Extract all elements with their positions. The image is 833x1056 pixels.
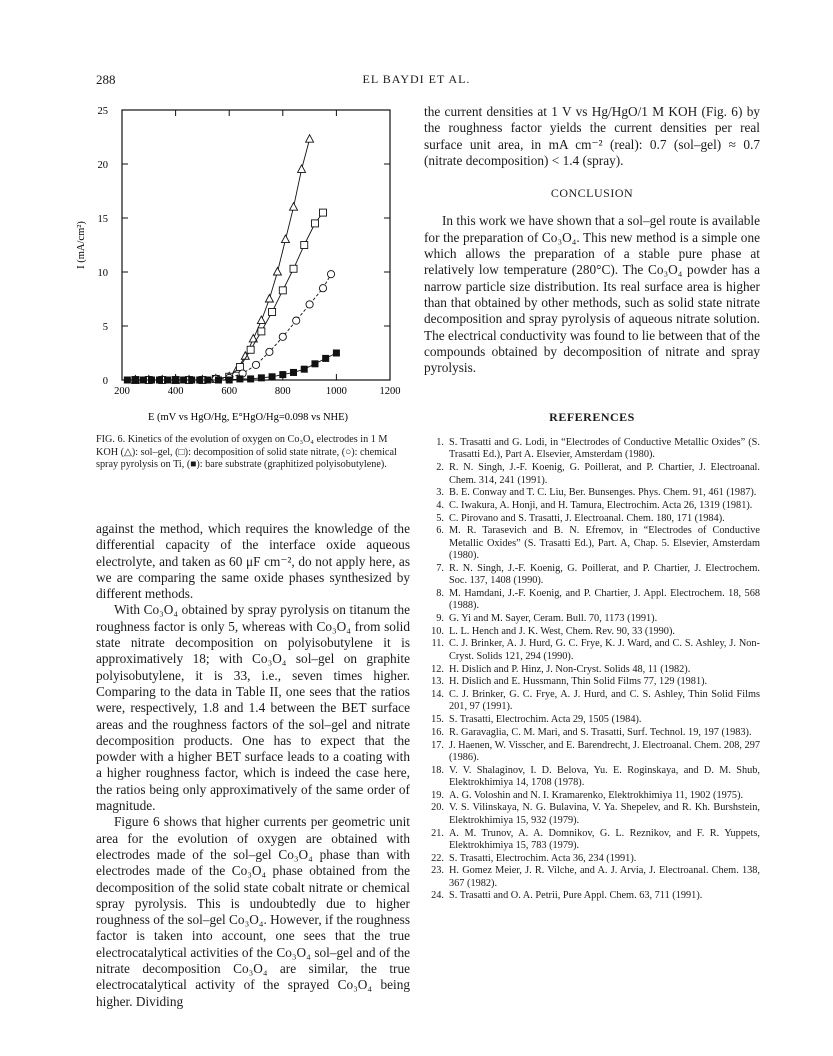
reference-number: 19. [431,789,444,801]
data-point-triangle [281,235,289,243]
data-point-filled-square [237,376,243,382]
data-point-filled-square [180,377,186,383]
paragraph: against the method, which requires the knowledge of the differential capacity of the interface oxide aqueous electrolyte, and taken as 60 μF cm⁻², do not apply here, as we are comparing the same oxide phases synthesized by different methods. [96,521,410,602]
data-point-filled-square [280,371,286,377]
running-head: EL BAYDI ET AL. [362,72,471,86]
reference-number: 5. [436,512,444,524]
data-point-square [290,265,297,272]
reference-item [424,437,760,462]
reference-number: 17. [431,739,444,751]
reference-item [424,613,760,625]
data-point-triangle [273,268,281,276]
reference-text: C. J. Brinker, A. J. Hurd, G. C. Frye, K. J. Ward, and C. S. Ashley, J. Non-Cryst. Solids 121, 294 (1990). [449,638,760,662]
data-point-filled-square [269,374,275,380]
conclusion-heading: CONCLUSION [550,186,634,201]
reference-text: B. E. Conway and T. C. Liu, Ber. Bunsenges. Phys. Chem. 91, 461 (1987). [449,487,757,499]
reference-text: H. Gomez Meier, J. R. Vilche, and A. J. Arvia, J. Electroanal. Chem. 138, 367 (1982). [449,865,760,889]
data-point-circle [327,271,334,278]
reference-text: V. S. Vilinskaya, N. G. Bulavina, V. Ya. Shepelev, and R. Kh. Burshstein, Elektrokhimiya 15, 932 (1979). [449,802,760,826]
reference-number: 9. [436,613,444,625]
reference-item [424,462,760,487]
reference-text: G. Yi and M. Sayer, Ceram. Bull. 70, 1173 (1991). [449,613,658,625]
reference-item [424,714,760,726]
reference-text: C. Iwakura, A. Honji, and H. Tamura, Electrochim. Acta 26, 1319 (1981). [449,499,753,511]
reference-number: 2. [436,462,444,474]
data-point-filled-square [333,350,339,356]
reference-number: 4. [436,499,444,511]
reference-number: 15. [431,714,444,726]
reference-text: C. Pirovano and S. Trasatti, J. Electroanal. Chem. 180, 171 (1984). [449,512,725,524]
data-point-filled-square [226,377,232,383]
data-point-filled-square [312,361,318,367]
data-point-circle [293,317,300,324]
series-line [135,213,323,380]
data-point-filled-square [132,377,138,383]
reference-item [424,513,760,525]
reference-number: 8. [436,587,444,599]
reference-item [424,676,760,688]
reference-number: 6. [436,525,444,537]
reference-item [424,588,760,613]
reference-item [424,563,760,588]
data-point-square [320,209,327,216]
data-point-filled-square [172,377,178,383]
reference-item [424,664,760,676]
reference-number: 1. [436,437,444,448]
data-point-triangle [298,165,306,173]
x-tick-label: 1200 [379,386,401,397]
reference-item [424,500,760,512]
reference-item [424,689,760,714]
reference-text: A. M. Trunov, A. A. Domnikov, G. L. Reznikov, and F. R. Yuppets, Elektrokhimiya 15, 783 (1979). [449,827,760,851]
reference-number: 7. [436,562,444,574]
x-tick-label: 200 [114,386,130,397]
references-heading: REFERENCES [549,410,635,424]
data-point-triangle [306,135,314,143]
paragraph: the current densities at 1 V vs Hg/HgO/1 M KOH (Fig. 6) by the roughness factor yields the current densities per real surface unit area, in mA cm⁻² (real): 0.7 (sol–gel) ≈ 0.7 (nitrate decomposition) < 1.4 (spray). [424,104,760,168]
reference-number: 23. [431,865,444,877]
y-tick-label: 5 [102,322,108,333]
reference-number: 21. [431,827,444,839]
reference-text: M. Hamdani, J.-F. Koenig, and P. Chartier, J. Appl. Electrochem. 18, 568 (1988). [449,587,760,612]
data-point-filled-square [148,377,154,383]
reference-item [424,865,760,890]
data-point-circle [319,285,326,292]
x-tick-label: 600 [221,386,238,397]
paragraph: Figure 6 shows that higher currents per geometric unit area for the evolution of oxygen are obtained with electrodes made of the sol–gel Co₃O₄ phase than with electrodes made of the Co₃O₄ phase obtained from the decomposition of the solid state cobalt nitrate or chemical spray pyrolysis. This is undoubtedly due to higher roughness of the sol–gel Co₃O₄. However, if the roughness factor is taken into account, one sees that the true electrocatalytical activities of the Co₃O₄ sol–gel and of the nitrate decomposition Co₃O₄ are similar, the true electrocatalytical activity of the sprayed Co₃O₄ being higher. Dividing [96,814,410,1009]
data-point-circle [279,333,286,340]
data-point-filled-square [215,377,221,383]
y-tick-label: 15 [97,214,108,225]
series-line [135,139,309,380]
reference-text: S. Trasatti, Electrochim. Acta 29, 1505 (1984). [449,714,642,726]
data-point-filled-square [301,366,307,372]
reference-number: 12. [431,663,444,675]
reference-text: R. N. Singh, J.-F. Koenig, G. Poillerat, and P. Chartier, J. Electroanal. Chem. 314, 241 (1991). [449,462,760,486]
data-point-triangle [290,203,298,211]
y-tick-label: 0 [102,376,108,387]
references-section [424,410,760,903]
data-point-square [301,242,308,249]
data-point-circle [266,348,273,355]
reference-item [424,487,760,499]
reference-number: 14. [431,688,444,700]
reference-text: H. Dislich and P. Hinz, J. Non-Cryst. Solids 48, 11 (1982). [449,663,691,675]
figure-6-chart [70,96,415,431]
data-point-filled-square [188,377,194,383]
data-point-triangle [265,295,273,303]
y-tick-label: 25 [97,106,108,117]
data-point-filled-square [322,355,328,361]
reference-text: J. Haenen, W. Visscher, and E. Barendrecht, J. Electroanal. Chem. 208, 297 (1986). [449,739,760,763]
reference-item [424,790,760,802]
reference-number: 10. [431,625,444,637]
reference-text: H. Dislich and E. Hussmann, Thin Solid Films 77, 129 (1981). [449,676,708,688]
data-point-square [258,328,265,335]
reference-text: C. J. Brinker, G. C. Frye, A. J. Hurd, and C. S. Ashley, Thin Solid Films 201, 97 (1991). [449,688,760,713]
reference-item [424,828,760,853]
conclusion-paragraph: In this work we have shown that a sol–gel route is available for the preparation of Co₃O₄. This new method is a simple one which allows the preparation of a stable pure phase at relatively low temperature (280°C). The Co₃O₄ powder has a narrow particle size distribution. Its real surface area is higher than that obtained by other methods, such as solid state nitrate decomposition and spray pyrolysis of aqueous nitrate solution. The electrical conductivity was found to lie between that of the compounds obtained by decomposition of nitrate and spray pyrolysis. [424,213,760,376]
reference-item [424,740,760,765]
data-point-filled-square [247,376,253,382]
reference-text: M. R. Tarasevich and B. N. Efremov, in “Electrodes of Conductive Metallic Oxides” (S. Trasatti Ed.), Part. A, Chap. 5. Elsevier, Amsterdam (1980). [449,525,760,562]
data-point-filled-square [140,377,146,383]
reference-number: 13. [431,676,444,688]
reference-text: R. N. Singh, J.-F. Koenig, G. Poillerat, and P. Chartier, J. Electrochem. Soc. 137, 1408 (1990). [449,562,760,587]
data-point-triangle [257,316,265,324]
reference-text: S. Trasatti and O. A. Petrii, Pure Appl. Chem. 63, 711 (1991). [449,890,703,902]
reference-text: V. V. Shalaginov, I. D. Belova, Yu. E. Roginskaya, and D. M. Shub, Elektrokhimiya 14, 1708 (1978). [449,764,760,789]
figure-caption: FIG. 6. Kinetics of the evolution of oxygen on Co₃O₄ electrodes in 1 M KOH (△): sol–gel, (□): decomposition of solid state nitrate, (○): chemical spray pyrolysis on Ti, (■): bare substrate (graphitized polyisobutylene). [96,434,397,470]
reference-number: 24. [431,890,444,902]
data-point-square [279,287,286,294]
reference-text: R. Garavaglia, C. M. Mari, and S. Trasatti, Surf. Technol. 19, 197 (1983). [449,726,752,738]
reference-item [424,853,760,865]
x-axis-label: E (mV vs HgO/Hg, E°HgO/Hg=0.098 vs NHE) [147,412,349,423]
reference-item [424,626,760,638]
x-tick-label: 800 [274,386,291,397]
reference-number: 18. [431,764,444,776]
data-point-filled-square [258,375,264,381]
data-point-filled-square [290,369,296,375]
data-point-square [247,346,254,353]
reference-number: 16. [431,726,444,738]
data-point-filled-square [164,377,170,383]
data-point-filled-square [156,377,162,383]
data-point-circle [306,301,313,308]
references-list [424,437,760,903]
data-point-square [269,308,276,315]
reference-item [424,638,760,663]
y-tick-label: 20 [97,160,108,171]
data-point-filled-square [124,377,130,383]
reference-item [424,802,760,827]
reference-text: S. Trasatti and G. Lodi, in “Electrodes of Conductive Metallic Oxides” (S. Trasatti Ed.), Part A. Elsevier, Amsterdam (1980). [449,437,760,461]
paragraph: With Co₃O₄ obtained by spray pyrolysis on titanum the roughness factor is only 5, whereas with Co₃O₄ from solid state nitrate decomposition on polyisobutylene it is approximatively 18; with Co₃O₄ sol–gel on graphite polyisobutylene, it is 33, i.e., seven times higher. Comparing to the data in Table II, one sees that the ratios were, respectively, 1.8 and 1.4 between the BET surface areas and the roughness factors of the sol–gel and nitrate decomposition products. One has to expect that the powder with a higher BET surface leads to a coating with a higher roughness factor, which is indeed the case here, the ratios being only approximatively of the same order of magnitude. [96,602,410,814]
page-number: 288 [96,72,116,87]
reference-number: 20. [431,802,444,814]
y-axis-label: I (mA/cm²) [76,221,87,269]
data-point-circle [252,361,259,368]
reference-number: 22. [431,852,444,864]
data-point-filled-square [197,377,203,383]
data-point-filled-square [205,377,211,383]
right-column-body [424,104,760,376]
reference-item [424,765,760,790]
reference-number: 11. [431,638,444,650]
x-tick-label: 400 [167,386,184,397]
reference-item [424,890,760,902]
reference-text: S. Trasatti, Electrochim. Acta 36, 234 (1991). [449,852,637,864]
data-point-square [311,220,318,227]
reference-item [424,525,760,562]
left-column-body [96,521,410,1010]
x-tick-label: 1000 [325,386,347,397]
reference-text: L. L. Hench and J. K. West, Chem. Rev. 90, 33 (1990). [449,625,675,637]
y-tick-label: 10 [97,268,108,279]
reference-text: A. G. Voloshin and N. I. Kramarenko, Elektrokhimiya 11, 1902 (1975). [449,789,744,801]
reference-item [424,727,760,739]
reference-number: 3. [436,487,444,499]
